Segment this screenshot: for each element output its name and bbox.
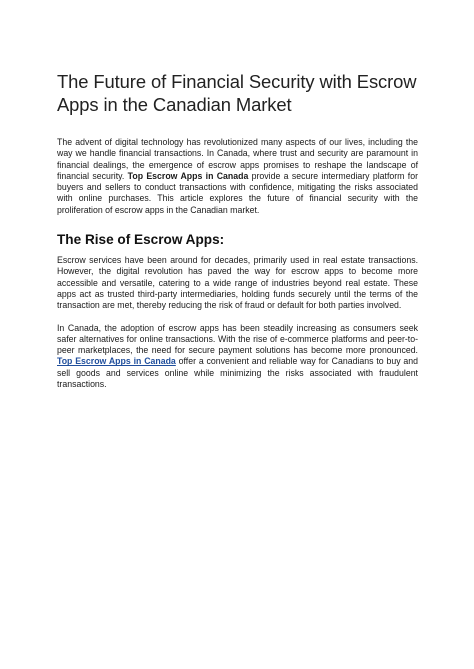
document-title: The Future of Financial Security with Escrow Apps in the Canadian Market <box>57 71 417 115</box>
rise-paragraph: Escrow services have been around for decades, primarily used in real estate transactions. However, the digital revolution has paved the way for escrow apps to become more accessible and versatile, catering to a wide range of industries beyond real estate. These apps act as trusted third-party intermediaries, holding funds securely until the terms of the transaction are met, thereby reducing the risk of fraud or default for both parties involved. <box>57 255 418 311</box>
adoption-paragraph <box>57 323 418 391</box>
adoption-text-start: In Canada, the adoption of escrow apps has been steadily increasing as consumers seek safer alternatives for online transactions. With the rise of e-commerce platforms and peer-to-peer marketplaces, the need for secure payment solutions has become more pronounced. <box>57 322 418 356</box>
intro-bold-phrase: Top Escrow Apps in Canada <box>127 170 249 181</box>
intro-text-start: The advent of digital technology has revolutionized many aspects of our lives, including the way we handle financial transactions. In Canada, where trust and security are paramount in financial dealings, the emergence of escrow apps promises to reshape the landscape of financial security. <box>57 137 418 181</box>
section-heading: The Rise of Escrow Apps: <box>57 232 225 248</box>
intro-paragraph <box>57 137 418 216</box>
intro-text-end: provide a secure intermediary platform for buyers and sellers to conduct transactions with confidence, mitigating the risks associated with online purchases. This article explores the future of financial security with the proliferation of escrow apps in the Canadian market. <box>57 170 418 215</box>
adoption-text-end: offer a convenient and reliable way for Canadians to buy and sell goods and services online while minimizing the risks associated with fraudulent transactions. <box>57 356 419 390</box>
escrow-apps-link[interactable]: Top Escrow Apps in Canada <box>57 356 176 367</box>
document-page <box>57 70 418 390</box>
